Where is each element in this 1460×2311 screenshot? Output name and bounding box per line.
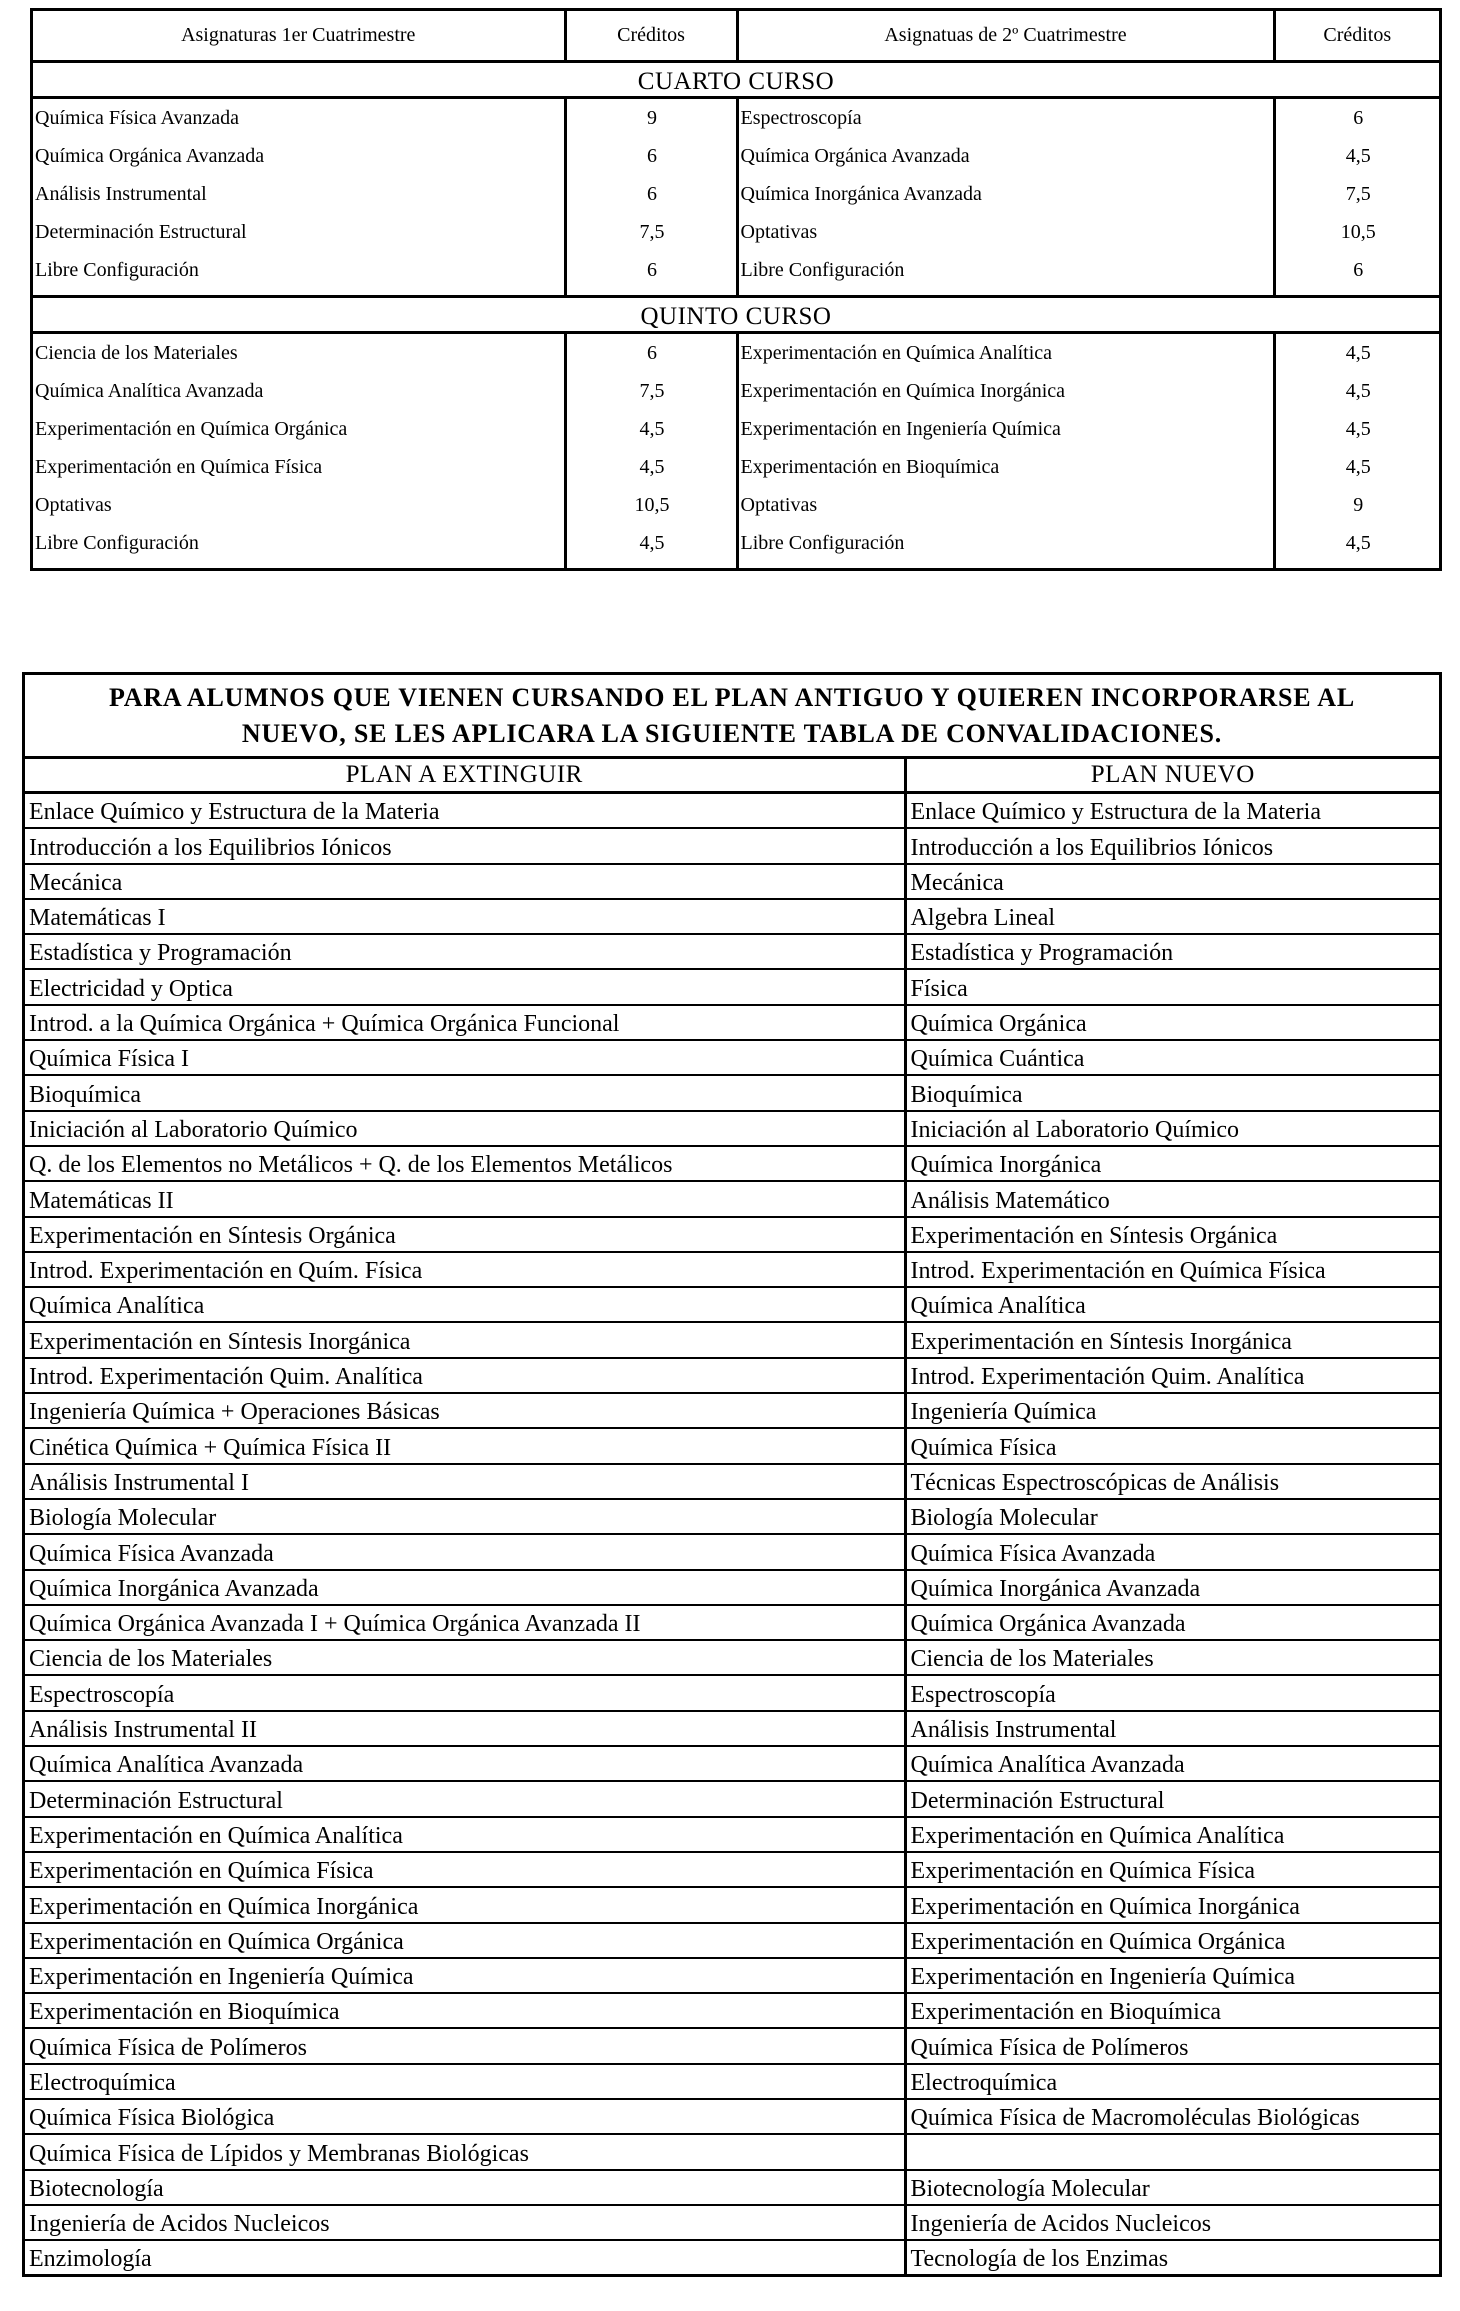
old-plan-subject: Enzimología: [25, 2240, 905, 2274]
old-plan-subject: Experimentación en Síntesis Inorgánica: [25, 1322, 905, 1357]
first-semester-subject: Libre Configuración: [33, 251, 565, 297]
second-semester-credits: 4,5: [1345, 379, 1371, 402]
new-plan-subject: Biotecnología Molecular: [905, 2170, 1439, 2205]
new-plan-subject: Análisis Matemático: [905, 1181, 1439, 1216]
old-plan-subject: Experimentación en Química Analítica: [25, 1817, 905, 1852]
first-semester-subject: Experimentación en Química Orgánica: [33, 410, 565, 448]
old-plan-subject: Química Física de Lípidos y Membranas Biológicas: [25, 2134, 905, 2169]
convalidation-row: [25, 1287, 1439, 1322]
convalidation-row: [25, 1322, 1439, 1357]
new-plan-subject: Tecnología de los Enzimas: [910, 2246, 1169, 2273]
first-semester-subject: Química Orgánica Avanzada: [33, 137, 565, 175]
new-plan-subject: Introd. Experimentación Quim. Analítica: [905, 1358, 1439, 1393]
course-credits-body: [33, 62, 1439, 569]
course-credits-header-row: [33, 11, 1439, 62]
old-plan-subject: Química Inorgánica Avanzada: [25, 1570, 905, 1605]
new-plan-subject: Experimentación en Síntesis Orgánica: [905, 1217, 1439, 1252]
second-semester-subject: Experimentación en Ingeniería Química: [737, 410, 1274, 448]
convalidation-row: [25, 1781, 1439, 1816]
old-plan-subject: Q. de los Elementos no Metálicos + Q. de los Elementos Metálicos: [25, 1146, 905, 1181]
convalidation-row: [25, 1111, 1439, 1146]
first-semester-credits: 7,5: [565, 372, 737, 410]
new-plan-subject: Biología Molecular: [905, 1499, 1439, 1534]
second-semester-subject: Optativas: [737, 213, 1274, 251]
new-plan-subject: Química Física de Macromoléculas Biológicas: [905, 2099, 1439, 2134]
first-semester-subject: Libre Configuración: [33, 524, 565, 568]
second-semester-credits: 9: [1353, 493, 1364, 516]
second-semester-credits: 4,5: [1345, 531, 1371, 554]
convalidation-row: [25, 2240, 1439, 2274]
convalidation-row: [25, 934, 1439, 969]
old-plan-subject: Ingeniería de Acidos Nucleicos: [25, 2205, 905, 2240]
convalidation-row: [25, 1746, 1439, 1781]
new-plan-subject: Física: [905, 969, 1439, 1004]
second-semester-subject: Química Inorgánica Avanzada: [737, 175, 1274, 213]
new-plan-subject: Experimentación en Química Orgánica: [905, 1923, 1439, 1958]
convalidation-row: [25, 1993, 1439, 2028]
new-plan-subject: Experimentación en Bioquímica: [905, 1993, 1439, 2028]
new-plan-subject: Introducción a los Equilibrios Iónicos: [905, 828, 1439, 863]
header-first-semester-credits: Créditos: [565, 11, 737, 62]
section-title: CUARTO CURSO: [33, 62, 1439, 98]
new-plan-subject: Química Cuántica: [905, 1040, 1439, 1075]
convalidation-columns-row: [25, 759, 1439, 793]
convalidation-row: [25, 1499, 1439, 1534]
old-plan-subject: Ciencia de los Materiales: [25, 1640, 905, 1675]
convalidation-row: [25, 1958, 1439, 1993]
convalidation-table: [22, 672, 1442, 2277]
new-plan-subject: Determinación Estructural: [905, 1781, 1439, 1816]
convalidation-row: [25, 1605, 1439, 1640]
old-plan-subject: Química Analítica: [25, 1287, 905, 1322]
second-semester-credits: 7,5: [1345, 182, 1371, 205]
old-plan-subject: Experimentación en Química Inorgánica: [25, 1887, 905, 1922]
convalidation-row: [25, 1887, 1439, 1922]
new-plan-subject: Enlace Químico y Estructura de la Materia: [905, 793, 1439, 829]
convalidation-row: [25, 1040, 1439, 1075]
old-plan-subject: Análisis Instrumental II: [25, 1711, 905, 1746]
column-old-plan: PLAN A EXTINGUIR: [25, 759, 905, 793]
column-new-plan: PLAN NUEVO: [905, 759, 1439, 793]
convalidation-row: [25, 899, 1439, 934]
old-plan-subject: Iniciación al Laboratorio Químico: [25, 1111, 905, 1146]
course-row: [33, 372, 1439, 410]
header-second-semester-credits: Créditos: [1274, 11, 1439, 62]
first-semester-credits: 4,5: [565, 524, 737, 568]
old-plan-subject: Química Física Biológica: [25, 2099, 905, 2134]
course-row: [33, 175, 1439, 213]
second-semester-subject: Química Orgánica Avanzada: [737, 137, 1274, 175]
old-plan-subject: Mecánica: [25, 864, 905, 899]
first-semester-credits: 6: [565, 251, 737, 297]
first-semester-subject: Análisis Instrumental: [33, 175, 565, 213]
convalidation-row: [25, 793, 1439, 829]
new-plan-subject: Química Inorgánica Avanzada: [905, 1570, 1439, 1605]
new-plan-subject: [905, 2134, 1439, 2169]
old-plan-subject: Experimentación en Química Física: [25, 1852, 905, 1887]
convalidation-row: [25, 969, 1439, 1004]
second-semester-subject: Experimentación en Química Analítica: [737, 333, 1274, 373]
first-semester-credits: 10,5: [565, 486, 737, 524]
second-semester-subject: Experimentación en Química Inorgánica: [737, 372, 1274, 410]
second-semester-credits: 4,5: [1345, 417, 1371, 440]
new-plan-subject: Introd. Experimentación en Química Física: [905, 1252, 1439, 1287]
old-plan-subject: Introd. Experimentación Quim. Analítica: [25, 1358, 905, 1393]
old-plan-subject: Biología Molecular: [25, 1499, 905, 1534]
second-semester-subject: Experimentación en Bioquímica: [737, 448, 1274, 486]
old-plan-subject: Química Analítica Avanzada: [25, 1746, 905, 1781]
convalidation-row: [25, 1570, 1439, 1605]
new-plan-subject: Química Física de Polímeros: [905, 2028, 1439, 2063]
new-plan-subject: Mecánica: [905, 864, 1439, 899]
new-plan-subject: Química Analítica: [905, 1287, 1439, 1322]
course-row: [33, 251, 1439, 297]
new-plan-subject: Ingeniería Química: [905, 1393, 1439, 1428]
new-plan-subject: Experimentación en Química Física: [905, 1852, 1439, 1887]
new-plan-subject: Ingeniería de Acidos Nucleicos: [905, 2205, 1439, 2240]
convalidation-row: [25, 828, 1439, 863]
new-plan-subject: Iniciación al Laboratorio Químico: [905, 1111, 1439, 1146]
convalidation-row: [25, 1252, 1439, 1287]
first-semester-subject: Determinación Estructural: [33, 213, 565, 251]
second-semester-credits: 6: [1353, 106, 1364, 129]
section-title-row: [33, 62, 1439, 98]
new-plan-subject: Espectroscopía: [905, 1675, 1439, 1710]
first-semester-credits: 9: [565, 98, 737, 138]
convalidation-body: [25, 793, 1439, 2275]
second-semester-credits: 4,5: [1345, 455, 1371, 478]
convalidation-row: [25, 1358, 1439, 1393]
old-plan-subject: Determinación Estructural: [25, 1781, 905, 1816]
course-row: [33, 213, 1439, 251]
old-plan-subject: Matemáticas II: [25, 1181, 905, 1216]
convalidation-row: [25, 864, 1439, 899]
second-semester-subject: Espectroscopía: [737, 98, 1274, 138]
new-plan-subject: Estadística y Programación: [905, 934, 1439, 969]
convalidation-row: [25, 1393, 1439, 1428]
convalidation-row: [25, 2170, 1439, 2205]
old-plan-subject: Análisis Instrumental I: [25, 1464, 905, 1499]
second-semester-subject: Libre Configuración: [737, 251, 1274, 297]
new-plan-subject: Técnicas Espectroscópicas de Análisis: [905, 1464, 1439, 1499]
header-second-semester-subjects: Asignatuas de 2º Cuatrimestre: [737, 11, 1274, 62]
course-row: [33, 524, 1439, 568]
old-plan-subject: Enlace Químico y Estructura de la Materia: [25, 793, 905, 829]
convalidation-row: [25, 2134, 1439, 2169]
convalidation-row: [25, 1534, 1439, 1569]
old-plan-subject: Estadística y Programación: [25, 934, 905, 969]
convalidation-row: [25, 2205, 1439, 2240]
old-plan-subject: Química Orgánica Avanzada I + Química Orgánica Avanzada II: [25, 1605, 905, 1640]
convalidation-row: [25, 2064, 1439, 2099]
first-semester-subject: Optativas: [33, 486, 565, 524]
second-semester-subject: Libre Configuración: [737, 524, 1274, 568]
first-semester-credits: 4,5: [565, 410, 737, 448]
course-row: [33, 410, 1439, 448]
convalidation-row: [25, 2028, 1439, 2063]
old-plan-subject: Química Física I: [25, 1040, 905, 1075]
convalidation-row: [25, 1181, 1439, 1216]
old-plan-subject: Química Física de Polímeros: [25, 2028, 905, 2063]
old-plan-subject: Introd. a la Química Orgánica + Química Orgánica Funcional: [25, 1005, 905, 1040]
second-semester-credits: 10,5: [1340, 220, 1376, 243]
first-semester-credits: 4,5: [565, 448, 737, 486]
convalidation-row: [25, 1075, 1439, 1110]
old-plan-subject: Experimentación en Ingeniería Química: [25, 1958, 905, 1993]
first-semester-subject: Ciencia de los Materiales: [33, 333, 565, 373]
old-plan-subject: Biotecnología: [25, 2170, 905, 2205]
old-plan-subject: Electricidad y Optica: [25, 969, 905, 1004]
section-title-row: [33, 297, 1439, 333]
convalidation-row: [25, 1640, 1439, 1675]
new-plan-subject: Ciencia de los Materiales: [905, 1640, 1439, 1675]
convalidation-row: [25, 1464, 1439, 1499]
second-semester-credits: 4,5: [1345, 341, 1371, 364]
first-semester-subject: Experimentación en Química Física: [33, 448, 565, 486]
course-row: [33, 486, 1439, 524]
convalidation-row: [25, 1817, 1439, 1852]
new-plan-subject: Análisis Instrumental: [905, 1711, 1439, 1746]
section-title: QUINTO CURSO: [33, 297, 1439, 333]
old-plan-subject: Introd. Experimentación en Quím. Física: [25, 1252, 905, 1287]
course-credits-table: [30, 8, 1442, 571]
first-semester-credits: 6: [565, 333, 737, 373]
new-plan-subject: Bioquímica: [905, 1075, 1439, 1110]
new-plan-subject: Química Orgánica Avanzada: [905, 1605, 1439, 1640]
new-plan-subject: Química Física Avanzada: [905, 1534, 1439, 1569]
old-plan-subject: Espectroscopía: [25, 1675, 905, 1710]
convalidation-row: [25, 1711, 1439, 1746]
header-first-semester-subjects: Asignaturas 1er Cuatrimestre: [33, 11, 565, 62]
old-plan-subject: Experimentación en Síntesis Orgánica: [25, 1217, 905, 1252]
old-plan-subject: Introducción a los Equilibrios Iónicos: [25, 828, 905, 863]
new-plan-subject: Química Orgánica: [905, 1005, 1439, 1040]
new-plan-subject: Química Física: [905, 1428, 1439, 1463]
old-plan-subject: Experimentación en Bioquímica: [25, 1993, 905, 2028]
new-plan-subject: Química Analítica Avanzada: [905, 1746, 1439, 1781]
old-plan-subject: Química Física Avanzada: [25, 1534, 905, 1569]
second-semester-subject: Optativas: [737, 486, 1274, 524]
course-row: [33, 98, 1439, 138]
old-plan-subject: Matemáticas I: [25, 899, 905, 934]
first-semester-credits: 6: [565, 137, 737, 175]
course-row: [33, 448, 1439, 486]
convalidation-row: [25, 1005, 1439, 1040]
convalidation-header: PARA ALUMNOS QUE VIENEN CURSANDO EL PLAN ANTIGUO Y QUIEREN INCORPORARSE AL NUEVO, SE LES APLICARA LA SIGUIENTE TABLA DE CONVALIDACIONES.: [25, 675, 1439, 759]
new-plan-subject: Electroquímica: [905, 2064, 1439, 2099]
new-plan-subject: Química Inorgánica: [905, 1146, 1439, 1181]
course-row: [33, 137, 1439, 175]
new-plan-subject: Experimentación en Síntesis Inorgánica: [905, 1322, 1439, 1357]
new-plan-subject: Experimentación en Ingeniería Química: [905, 1958, 1439, 1993]
first-semester-subject: Química Física Avanzada: [33, 98, 565, 138]
convalidation-row: [25, 1217, 1439, 1252]
second-semester-credits: 6: [1353, 258, 1364, 281]
first-semester-subject: Química Analítica Avanzada: [33, 372, 565, 410]
second-semester-credits: 4,5: [1345, 144, 1371, 167]
old-plan-subject: Bioquímica: [25, 1075, 905, 1110]
convalidation-row: [25, 2099, 1439, 2134]
convalidation-row: [25, 1428, 1439, 1463]
old-plan-subject: Experimentación en Química Orgánica: [25, 1923, 905, 1958]
new-plan-subject: Algebra Lineal: [905, 899, 1439, 934]
first-semester-credits: 7,5: [565, 213, 737, 251]
convalidation-row: [25, 1923, 1439, 1958]
convalidation-row: [25, 1146, 1439, 1181]
course-row: [33, 333, 1439, 373]
old-plan-subject: Electroquímica: [25, 2064, 905, 2099]
convalidation-row: [25, 1852, 1439, 1887]
old-plan-subject: Ingeniería Química + Operaciones Básicas: [25, 1393, 905, 1428]
new-plan-subject: Experimentación en Química Inorgánica: [905, 1887, 1439, 1922]
new-plan-subject: Experimentación en Química Analítica: [905, 1817, 1439, 1852]
first-semester-credits: 6: [565, 175, 737, 213]
convalidation-row: [25, 1675, 1439, 1710]
old-plan-subject: Cinética Química + Química Física II: [25, 1428, 905, 1463]
